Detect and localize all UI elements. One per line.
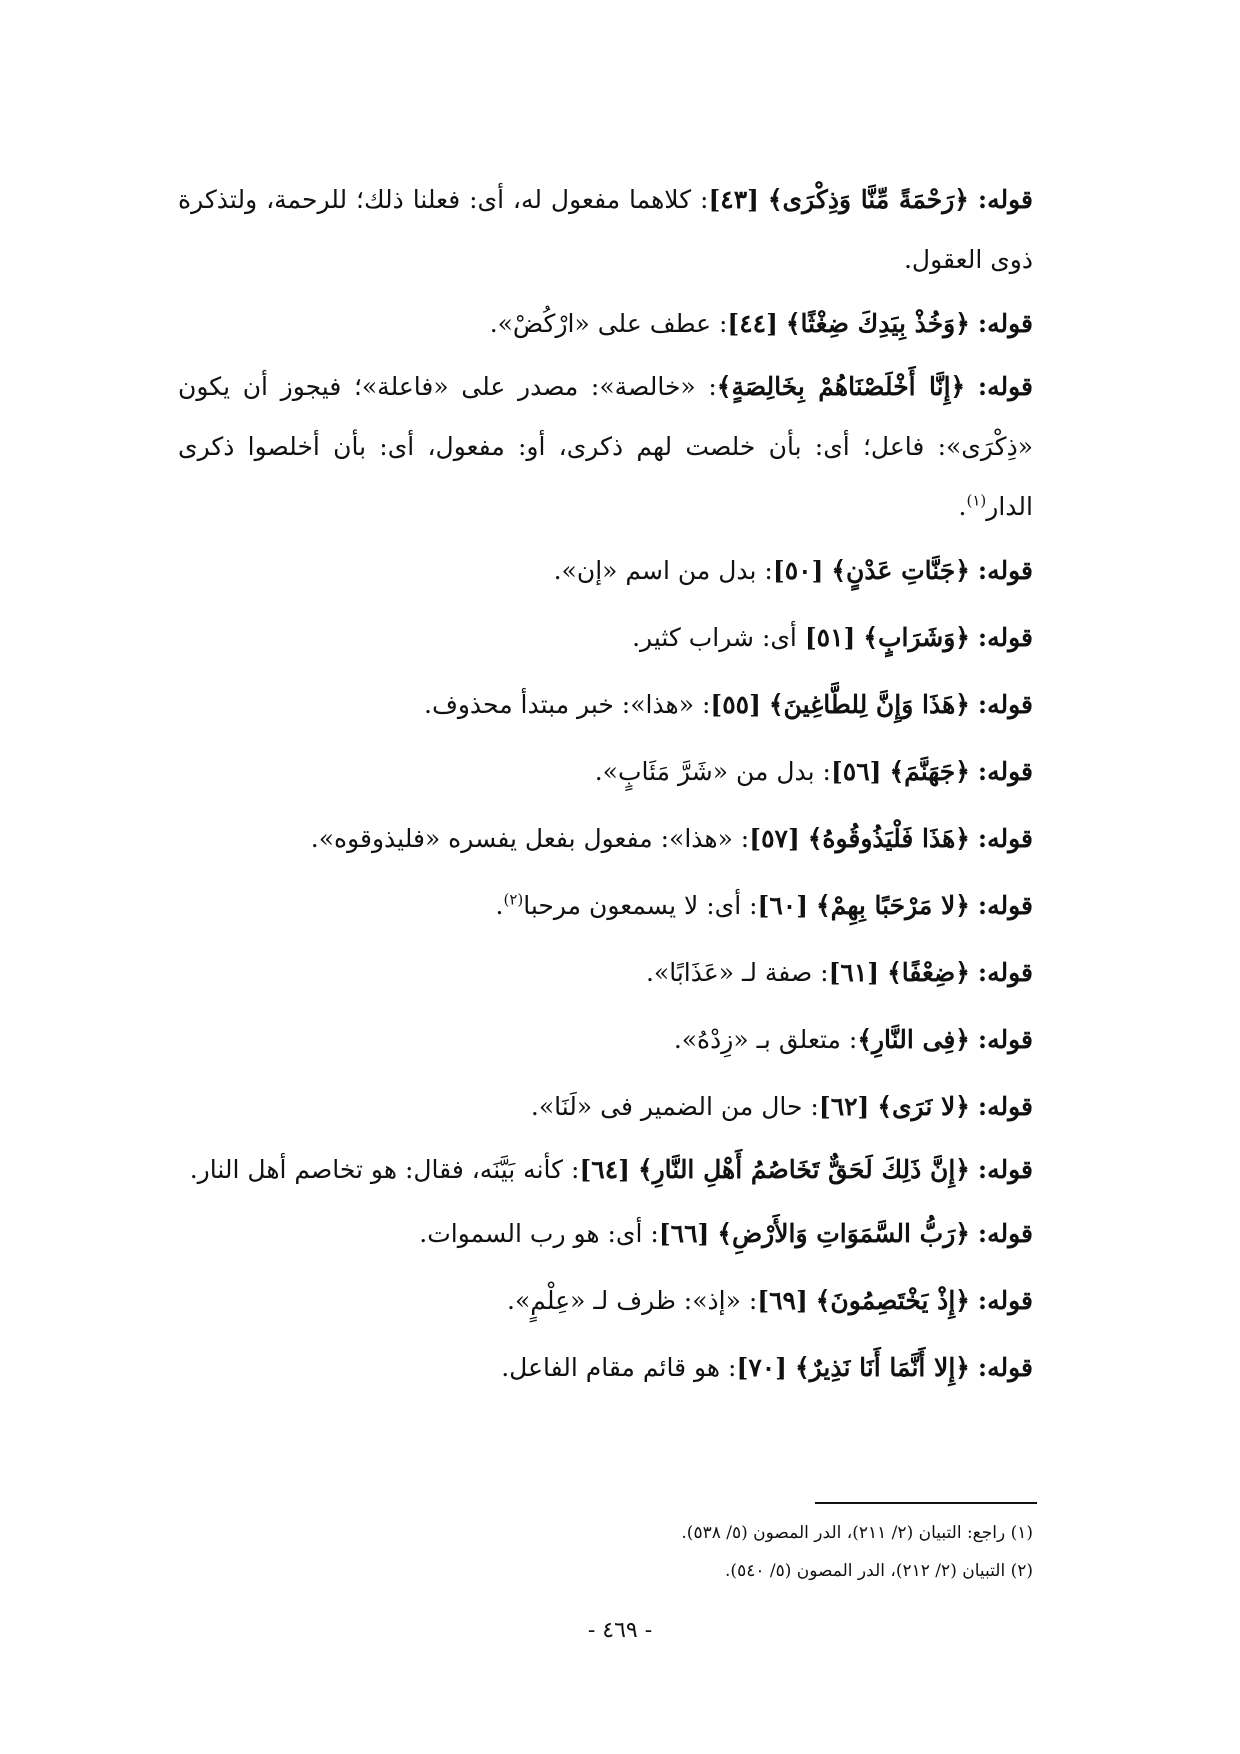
entry-70: [178, 1334, 1033, 1401]
entry-label: قوله:: [977, 958, 1033, 987]
entry-text: : «هذا»: مفعول بفعل يفسره «فليذوقوه».: [310, 824, 750, 853]
footnote-divider: [815, 1502, 1037, 1504]
quran-verse: ﴿جَنَّاتِ عَدْنٍ﴾: [831, 556, 970, 585]
entry-60: قوله: ﴿لا مَرْحَبًا بِهِمْ﴾ [٦٠]: أى: لا يسمعون مرحبا$^{(٢)}$.: [495, 890, 1033, 920]
entry-text: : أى: هو رب السموات.: [419, 1219, 659, 1248]
entry-text: : صفة لـ «عَذَابًا».: [645, 958, 829, 987]
entry-55: [178, 671, 1033, 738]
entry-57: [178, 805, 1033, 872]
entry-text: : متعلق بـ «زِدْهُ».: [673, 1025, 858, 1054]
footnote-marker: (١): [966, 491, 987, 510]
quran-verse: ﴿لا مَرْحَبًا بِهِمْ﴾: [816, 891, 970, 920]
entry-label: قوله:: [977, 690, 1033, 719]
quran-verse: ﴿إِنَّ ذَلِكَ لَحَقٌّ تَخَاصُمُ أَهْلِ النَّارِ﴾: [637, 1155, 970, 1184]
entry-label: قوله:: [977, 185, 1033, 214]
quran-verse: ﴿إِنَّا أَخْلَصْنَاهُمْ بِخَالِصَةٍ﴾: [716, 372, 966, 401]
entry-51: [178, 604, 1033, 671]
entry-56: [178, 738, 1033, 805]
entry-label: قوله:: [977, 891, 1033, 920]
entry-label: قوله:: [977, 1286, 1033, 1315]
entry-64: [178, 1140, 1033, 1200]
quran-verse: ﴿جَهَنَّمَ﴾: [889, 757, 970, 786]
quran-verse: ﴿فِى النَّارِ﴾: [857, 1025, 970, 1054]
quran-verse: ﴿وَخُذْ بِيَدِكَ ضِغْثًا﴾: [785, 309, 970, 338]
entry-text: : «إذ»: ظرف لـ «عِلْمٍ».: [507, 1286, 758, 1315]
entry-text: : «هذا»: خبر مبتدأ محذوف.: [424, 690, 711, 719]
entry-62: [178, 1073, 1033, 1140]
verse-number: [٦٤]: [579, 1155, 630, 1184]
commentary-body: [178, 170, 1033, 1401]
entry-text: : كأنه بَيَّنَه، فقال: هو تخاصم أهل النار.: [189, 1155, 580, 1184]
quran-verse: ﴿لا نَرَى﴾: [877, 1092, 970, 1121]
entry-text: : بدل من «شَرَّ مَئَابٍ».: [594, 757, 831, 786]
verse-number: [٥٦]: [830, 757, 882, 786]
verse-number: [٤٣]: [708, 185, 759, 214]
entry-text: : هو قائم مقام الفاعل.: [501, 1353, 737, 1382]
footnote-marker: (٢): [503, 890, 524, 909]
entry-label: قوله:: [977, 757, 1033, 786]
quran-verse: ﴿إِلا أَنَّمَا أَنَا نَذِيرٌ﴾: [794, 1353, 970, 1382]
verse-number: [٥١]: [804, 623, 856, 652]
footnote-2: (٢) التبيان (٢/ ٢١٢)، الدر المصون (٥/ ٥٤٠).: [725, 1561, 1033, 1581]
verse-number: [٦٢]: [818, 1092, 870, 1121]
entry-label: قوله:: [977, 1092, 1033, 1121]
entry-61b: [178, 1006, 1033, 1073]
verse-number: [٦١]: [828, 958, 880, 987]
entry-text: : «خالصة»: مصدر على «فاعلة»؛ فيجوز أن يكون «ذِكْرَى»: فاعل؛ أى: بأن خلصت لهم ذكرى، أو: مفعول، أى: بأن أخلصوا ذكرى الدار: [178, 372, 1033, 521]
entry-text: أى: شراب كثير.: [632, 623, 805, 652]
entry-43: [178, 170, 1033, 290]
quran-verse: ﴿ضِعْفًا﴾: [887, 958, 970, 987]
entry-text: : كلاهما مفعول له، أى: فعلنا ذلك؛ للرحمة، ولتذكرة ذوى العقول.: [178, 185, 1033, 274]
entry-text: : بدل من اسم «إن».: [553, 556, 773, 585]
entry-text: : أى: لا يسمعون مرحبا: [523, 891, 758, 920]
quran-verse: ﴿هَذَا وَإِنَّ لِلطَّاغِينَ﴾: [768, 690, 970, 719]
quran-verse: ﴿رَحْمَةً مِّنَّا وَذِكْرَى﴾: [767, 185, 969, 214]
entry-69: [178, 1267, 1033, 1334]
entry-label: قوله:: [977, 1219, 1033, 1248]
entry-label: قوله:: [977, 556, 1033, 585]
entry-44: [178, 290, 1033, 357]
verse-number: [٥٠]: [772, 556, 824, 585]
entry-50: [178, 537, 1033, 604]
entry-61: [178, 939, 1033, 1006]
page-number: - ٤٦٩ -: [587, 1618, 653, 1643]
quran-verse: ﴿رَبُّ السَّمَوَاتِ وَالأَرْضِ﴾: [717, 1219, 970, 1248]
verse-number: [٤٤]: [727, 309, 778, 338]
verse-number: [٦٦]: [658, 1219, 710, 1248]
footnote-1: (١) راجع: التبيان (٢/ ٢١١)، الدر المصون (٥/ ٥٣٨).: [681, 1523, 1033, 1543]
verse-number: [٦٠]: [757, 891, 809, 920]
verse-number: [٥٧]: [749, 824, 800, 853]
entry-label: قوله:: [977, 623, 1033, 652]
entry-46: قوله: ﴿إِنَّا أَخْلَصْنَاهُمْ بِخَالِصَةٍ﴾: «خالصة»: مصدر على «فاعلة»؛ فيجوز أن يكون «ذِكْرَى»: فاعل؛ أى: بأن خلصت لهم ذكرى، أو: مفعول، أى: بأن أخلصوا ذكرى الدار$^{(١)}$.: [178, 372, 1033, 521]
verse-number: [٧٠]: [736, 1353, 788, 1382]
verse-number: [٦٩]: [757, 1286, 808, 1315]
quran-verse: ﴿إِذْ يَخْتَصِمُونَ﴾: [815, 1286, 970, 1315]
entry-66: [178, 1200, 1033, 1267]
quran-verse: ﴿وَشَرَابٍ﴾: [863, 623, 970, 652]
entry-text: : حال من الضمير فى «لَنَا».: [530, 1092, 819, 1121]
entry-label: قوله:: [977, 824, 1033, 853]
footnotes: [178, 1514, 1033, 1590]
entry-label: قوله:: [977, 1155, 1033, 1184]
quran-verse: ﴿هَذَا فَلْيَذُوقُوهُ﴾: [807, 824, 970, 853]
verse-number: [٥٥]: [710, 690, 761, 719]
entry-label: قوله:: [977, 309, 1033, 338]
entry-label: قوله:: [977, 1353, 1033, 1382]
entry-text: : عطف على «ارْكُضْ».: [489, 309, 728, 338]
entry-label: قوله:: [977, 1025, 1033, 1054]
entry-label: قوله:: [977, 372, 1033, 401]
